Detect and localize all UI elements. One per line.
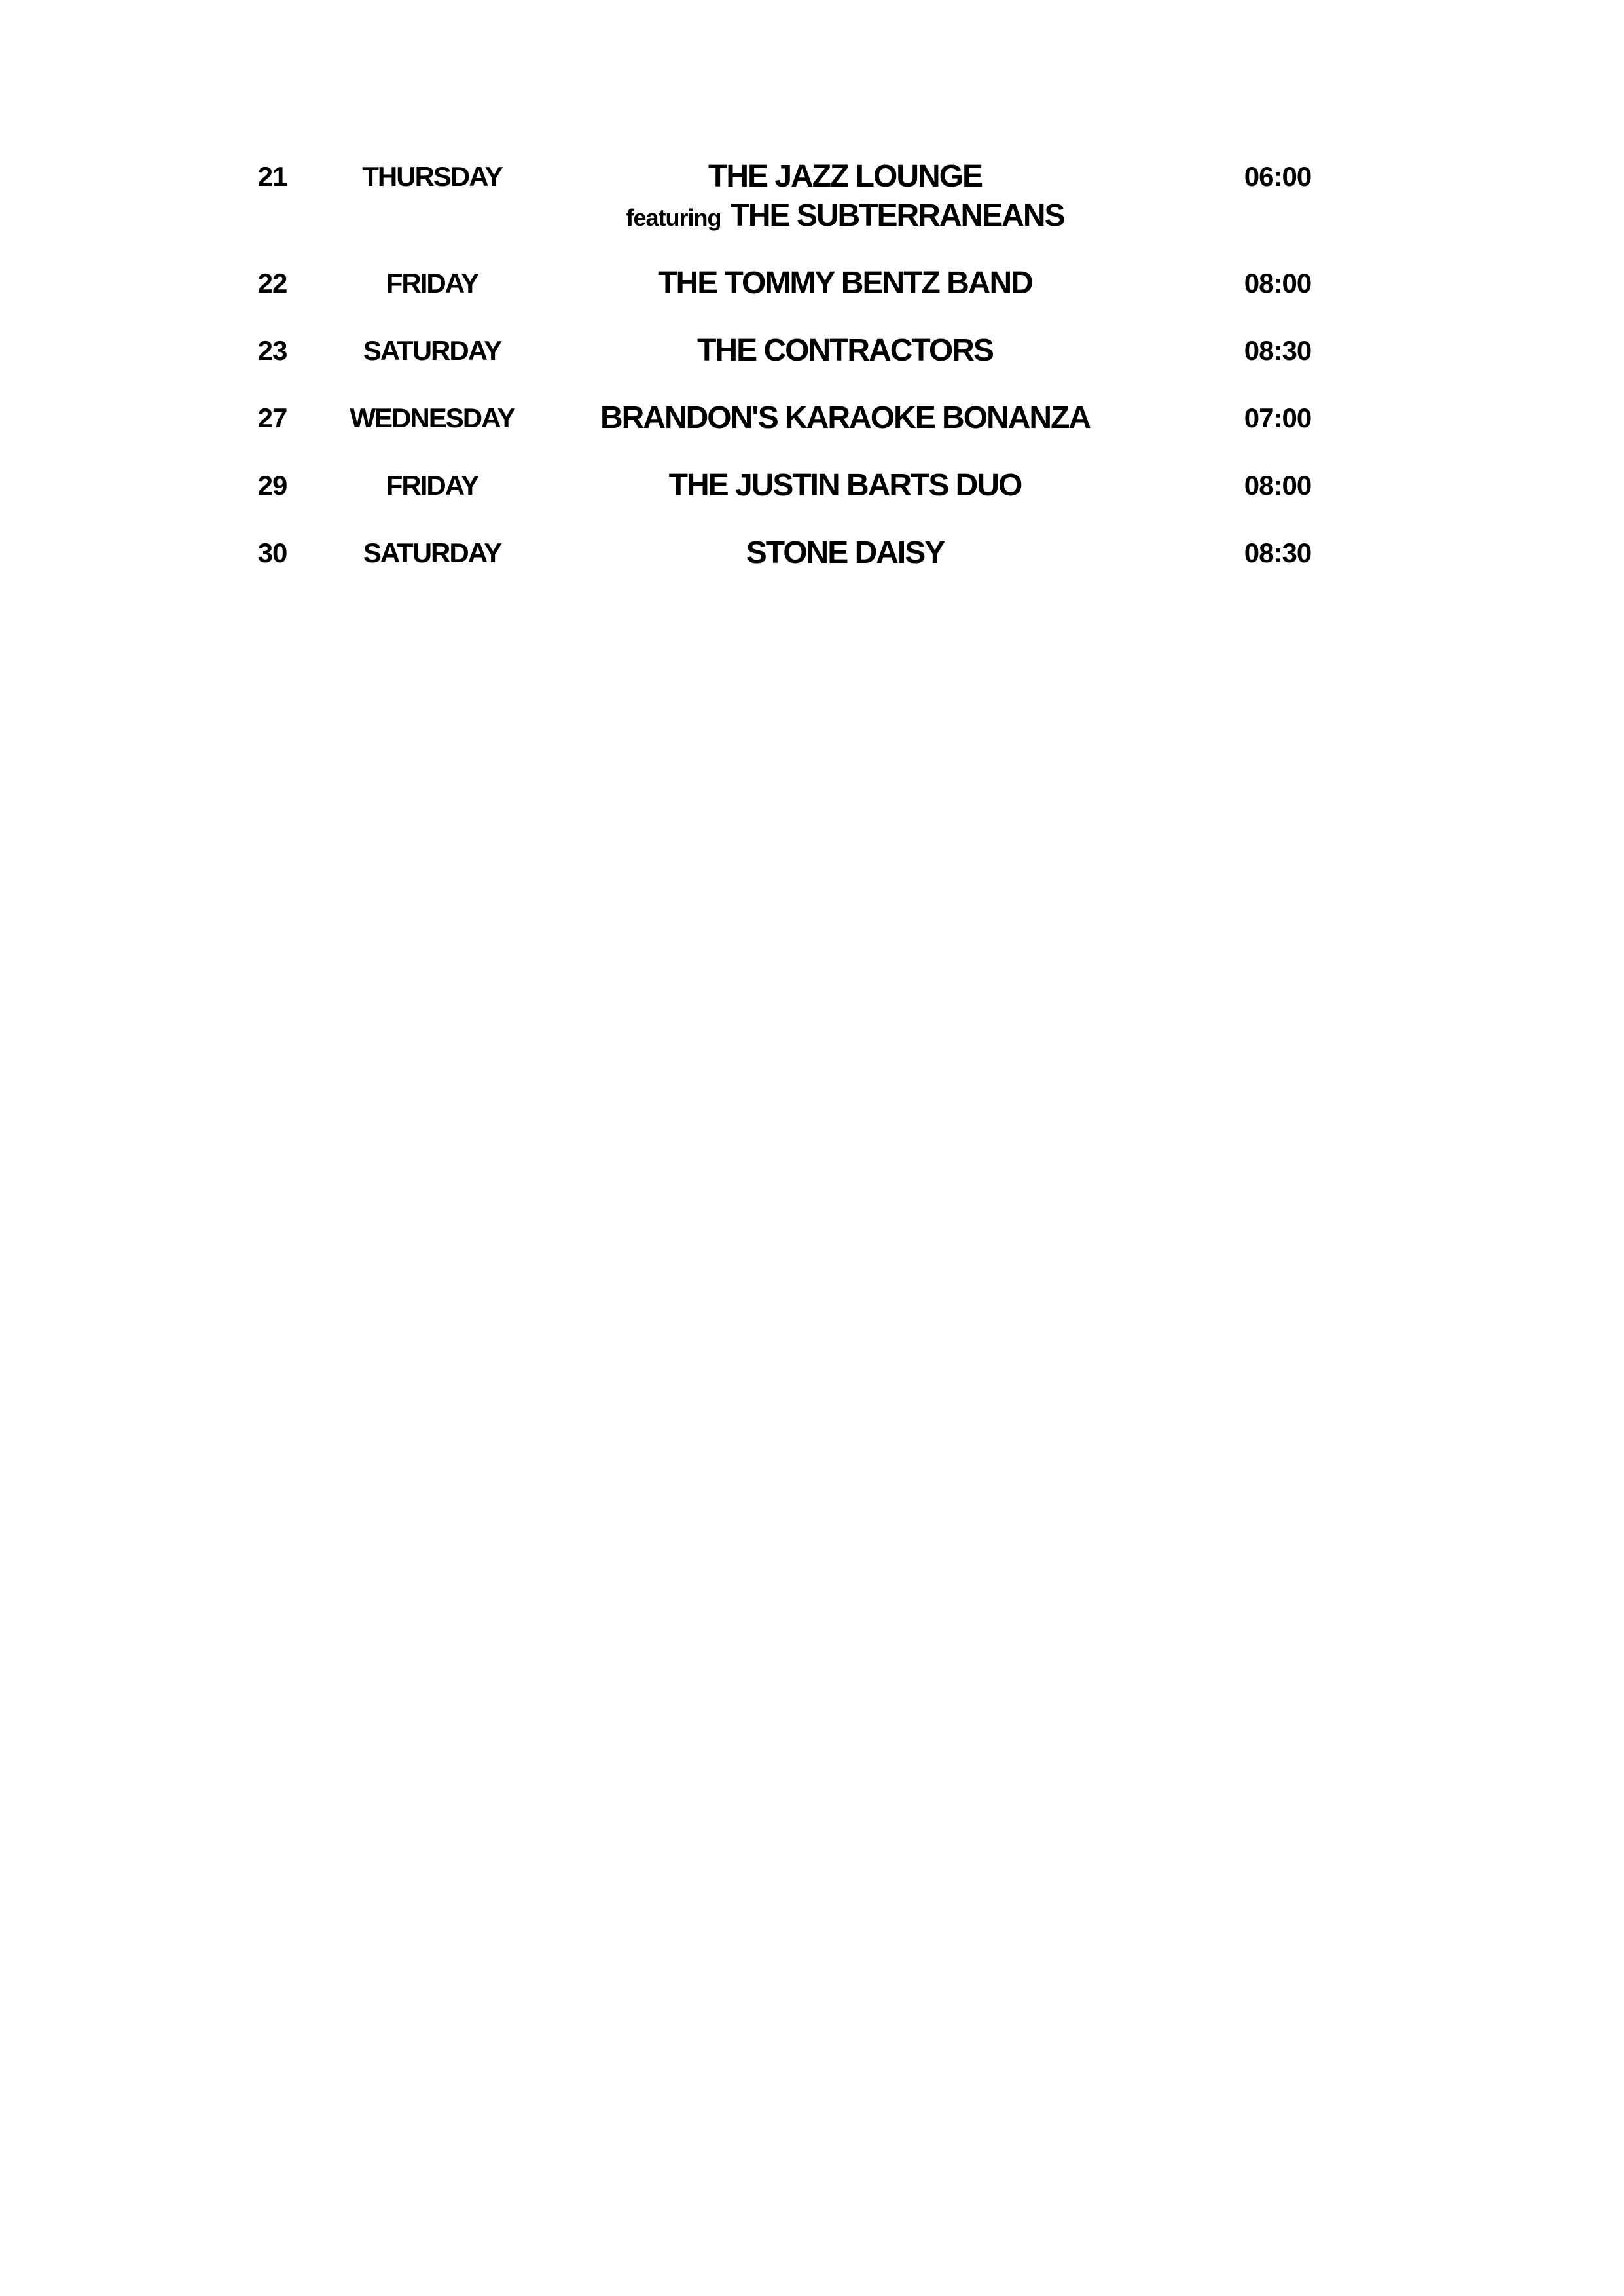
event-day: THURSDAY — [362, 161, 502, 192]
event-act: THE CONTRACTORS — [697, 333, 993, 368]
event-row — [0, 399, 1624, 438]
event-act: STONE DAISY — [746, 535, 945, 570]
event-day: WEDNESDAY — [350, 403, 514, 433]
event-act: THE TOMMY BENTZ BAND — [658, 266, 1032, 300]
event-row — [0, 157, 1624, 233]
event-act: BRANDON'S KARAOKE BONANZA — [600, 401, 1091, 435]
featuring-act: THE SUBTERRANEANS — [730, 198, 1064, 233]
event-row — [0, 466, 1624, 505]
event-date: 27 — [257, 403, 287, 433]
event-day: FRIDAY — [386, 470, 478, 501]
event-act: THE JUSTIN BARTS DUO — [668, 468, 1022, 503]
event-date: 29 — [257, 470, 287, 501]
event-day: SATURDAY — [363, 335, 501, 366]
event-row — [0, 331, 1624, 370]
event-date: 21 — [257, 161, 287, 192]
event-date: 30 — [257, 537, 287, 568]
event-time: 08:30 — [1244, 537, 1312, 568]
event-date: 22 — [257, 268, 287, 298]
event-act: THE JAZZ LOUNGE — [708, 159, 983, 194]
event-row — [0, 264, 1624, 303]
featuring-label: featuring — [626, 204, 721, 231]
event-row — [0, 533, 1624, 573]
event-day: FRIDAY — [386, 268, 478, 298]
event-time: 08:30 — [1244, 335, 1312, 366]
event-time: 07:00 — [1244, 403, 1312, 433]
event-time: 08:00 — [1244, 470, 1312, 501]
event-date: 23 — [257, 335, 287, 366]
event-time: 06:00 — [1244, 161, 1312, 192]
event-time: 08:00 — [1244, 268, 1312, 298]
event-day: SATURDAY — [363, 537, 501, 568]
featuring-line — [626, 196, 1064, 243]
